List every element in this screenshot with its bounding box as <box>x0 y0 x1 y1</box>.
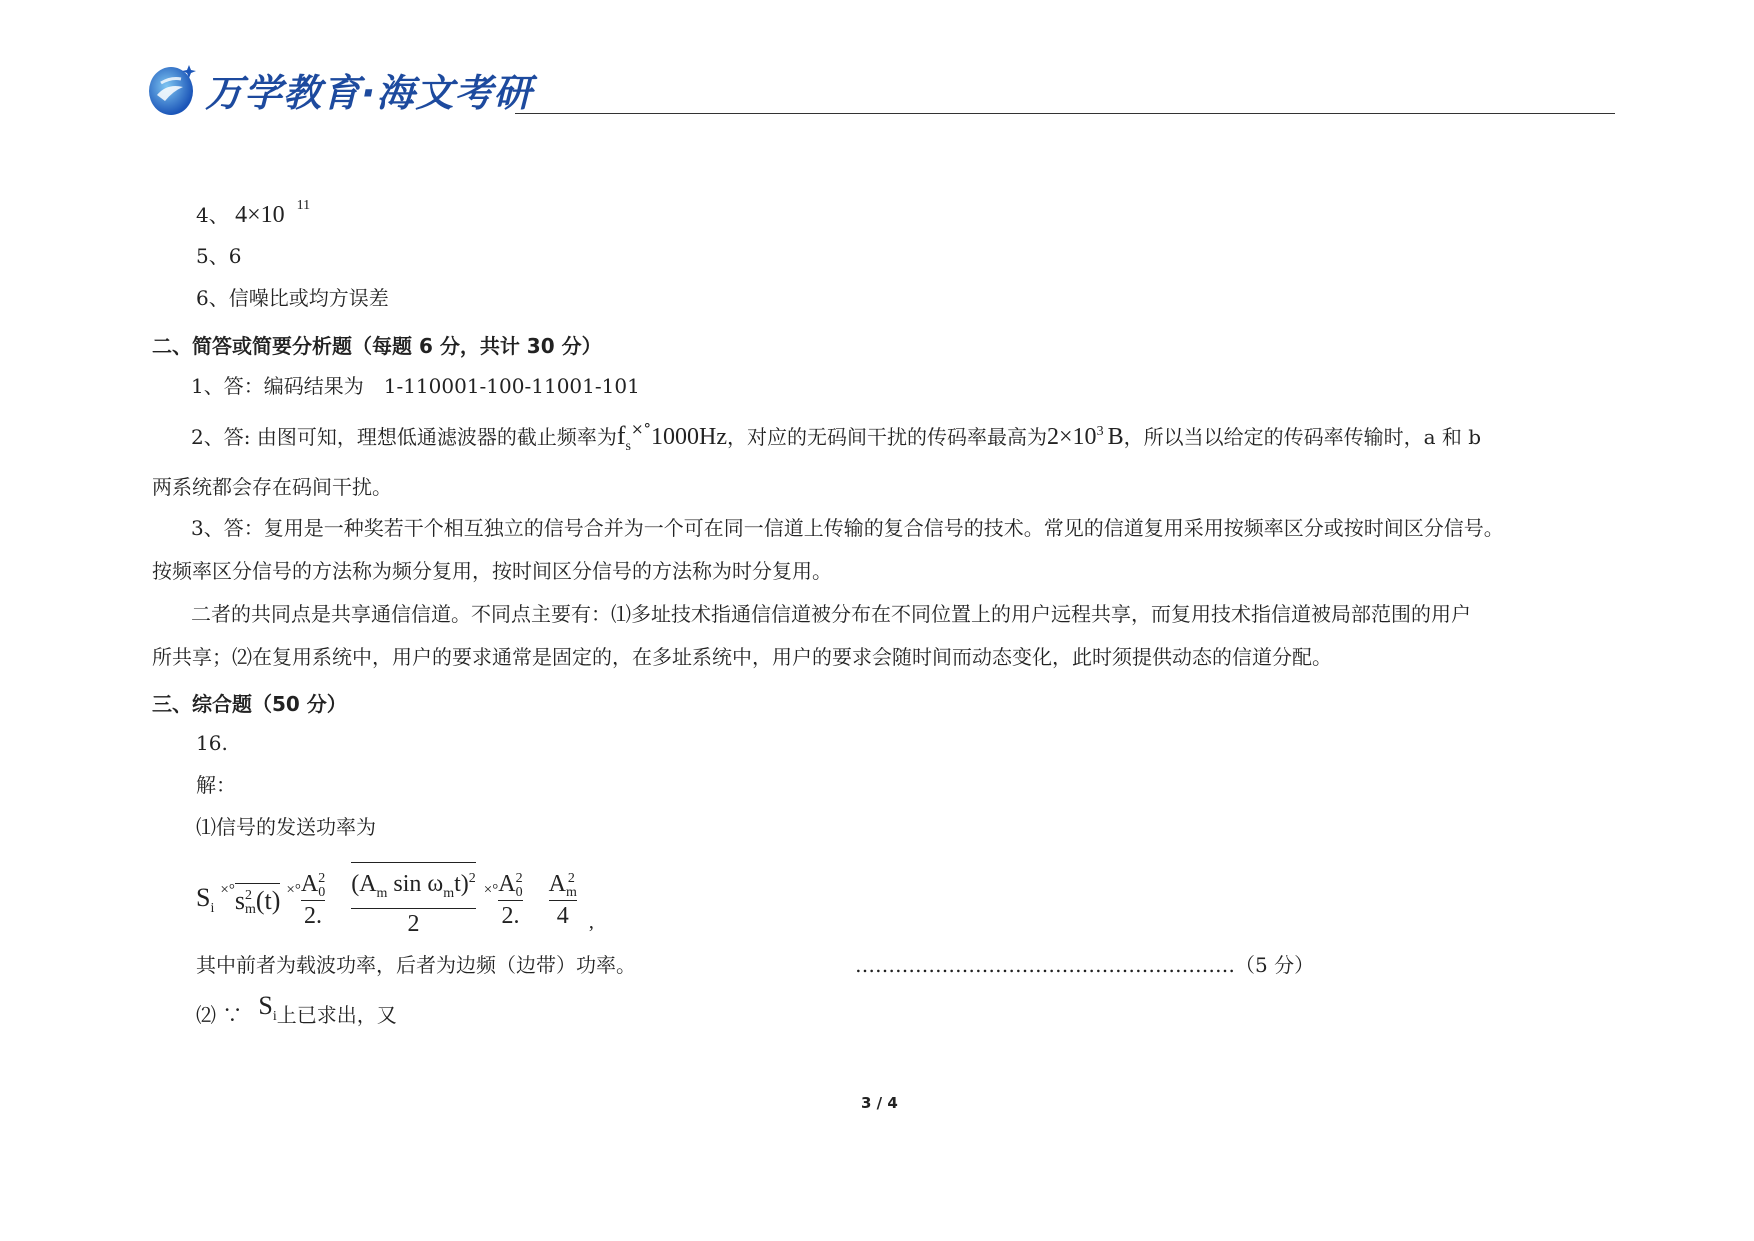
eq-dot-2: . <box>513 902 520 929</box>
eq-s: s <box>234 886 245 916</box>
question-number: 16. <box>196 731 228 755</box>
power-equation <box>196 862 594 939</box>
equals-glyph: ×° <box>483 881 499 898</box>
eq-den-2: 2 <box>407 910 420 937</box>
section-2-heading: 二、简答或简要分析题（每题 6 分，共计 30 分） <box>152 334 602 358</box>
item-number: 4、 <box>196 203 229 227</box>
expression-exponent: 11 <box>296 198 311 213</box>
eq-s-sub: m <box>244 902 256 918</box>
eq-mid-sup: 2 <box>468 871 476 886</box>
eq-A0: A <box>300 871 319 898</box>
fs-base: f <box>616 421 626 450</box>
eq-dot: . <box>316 902 323 929</box>
answer-item-4 <box>196 198 311 228</box>
part-2-symbol <box>258 991 277 1029</box>
eq-mid-t: t) <box>454 871 469 897</box>
eq-den: 2 <box>304 902 317 929</box>
eq-mean-square <box>235 883 281 917</box>
page-number: 3 / 4 <box>861 1094 898 1112</box>
eq-frac-carrier <box>301 870 325 930</box>
answer-q1: 1、答：编码结果为 1-110001-100-11001-101 <box>191 374 640 398</box>
eq-frac-carrier-2 <box>498 870 522 930</box>
part-2-prefix: ⑵ ∵ <box>196 1003 243 1027</box>
eq-Si <box>196 883 214 917</box>
rate-unit: B <box>1107 424 1124 450</box>
eq-s-sup: 2 <box>244 888 252 904</box>
cutoff-frequency-value: 1000Hz <box>651 424 728 450</box>
solution-part-1: ⑴信号的发送功率为 <box>196 815 376 839</box>
globe-logo-icon <box>147 61 197 117</box>
eq-Am-sub: m <box>565 884 577 900</box>
brand-name: 万学教育·海文考研 <box>205 70 533 115</box>
eq-A0-sub: 0 <box>318 884 326 900</box>
eq-Am: A <box>548 871 566 898</box>
cutoff-frequency-symbol <box>616 421 631 459</box>
expression-base: 4×10 <box>235 202 285 228</box>
eq-Si-base: S <box>196 883 211 913</box>
section-3-heading: 三、综合题（50 分） <box>152 692 347 716</box>
eq-A0-sub-2: 0 <box>515 884 523 900</box>
eq-t: (t) <box>255 886 281 916</box>
q2-tail: ，所以当以给定的传码率传输时，a 和 b <box>1123 425 1482 449</box>
eq-A0-2: A <box>498 871 516 898</box>
answer-q3-line4: 所共享；⑵在复用系统中，用户的要求通常是固定的，在多址系统中，用户的要求会随时间而动态变化，此时须提供动态的信道分配。 <box>152 645 1332 669</box>
eq-mid-sub: m <box>376 885 388 901</box>
eq-den-3: 2 <box>501 902 514 929</box>
equals-glyph: ×° <box>220 881 235 898</box>
eq-Am-sup: 2 <box>567 870 575 886</box>
power-note: 其中前者为载波功率，后者为边频（边带）功率。 <box>196 953 636 977</box>
eq-A0-sup-2: 2 <box>515 870 523 886</box>
solution-part-2 <box>196 991 397 1037</box>
answer-q3-line3: 二者的共同点是共享通信信道。不同点主要有：⑴多址技术指通信信道被分布在不同位置上的用户远程共享，而复用技术指信道被局部范围的用户 <box>191 602 1471 626</box>
eq-den-4: 4 <box>556 902 569 929</box>
q2-lead: 2、答: 由图可知，理想低通滤波器的截止频率为 <box>191 425 617 449</box>
rate-base: 2×10 <box>1047 424 1097 450</box>
fs-sub: s <box>625 439 631 455</box>
equals-glyph: ×° <box>630 420 652 438</box>
answer-q3-line1: 3、答：复用是一种奖若干个相互独立的信号合并为一个可在同一信道上传输的复合信号的技术。常见的信道复用采用按频率区分或按时间区分信号。 <box>191 516 1504 540</box>
answer-q2-line1 <box>191 420 1481 459</box>
equals-glyph: ×° <box>286 881 301 898</box>
eq-mid-sin: sin ω <box>387 871 444 897</box>
header-rule <box>515 113 1615 114</box>
brand-logo <box>147 60 532 118</box>
part-2-S: S <box>258 991 273 1020</box>
eq-Si-sub: i <box>210 901 215 917</box>
rate-exponent: 3 <box>1096 424 1104 439</box>
expression <box>235 198 311 228</box>
part-2-sub: i <box>272 1009 277 1025</box>
eq-A0-sup: 2 <box>318 870 326 886</box>
eq-frac-sideband <box>549 870 577 930</box>
eq-mid-open: (A <box>351 871 377 897</box>
part-2-tail: 上已求出，又 <box>276 1003 397 1027</box>
eq-mid-sub2: m <box>443 885 455 901</box>
score-note: …………………………………………………（5 分） <box>855 953 1315 977</box>
answer-item-5: 5、6 <box>196 244 242 268</box>
max-rate-expression <box>1047 420 1124 449</box>
answer-item-6: 6、信噪比或均方误差 <box>196 286 389 310</box>
answer-q2-line2: 两系统都会存在码间干扰。 <box>152 475 392 499</box>
answer-q3-line2: 按频率区分信号的方法称为频分复用，按时间区分信号的方法称为时分复用。 <box>152 559 832 583</box>
q2-mid: ，对应的无码间干扰的传码率最高为 <box>727 425 1048 449</box>
eq-frac-modulation <box>351 862 476 939</box>
eq-comma: , <box>588 910 594 933</box>
solution-label: 解： <box>196 773 236 797</box>
